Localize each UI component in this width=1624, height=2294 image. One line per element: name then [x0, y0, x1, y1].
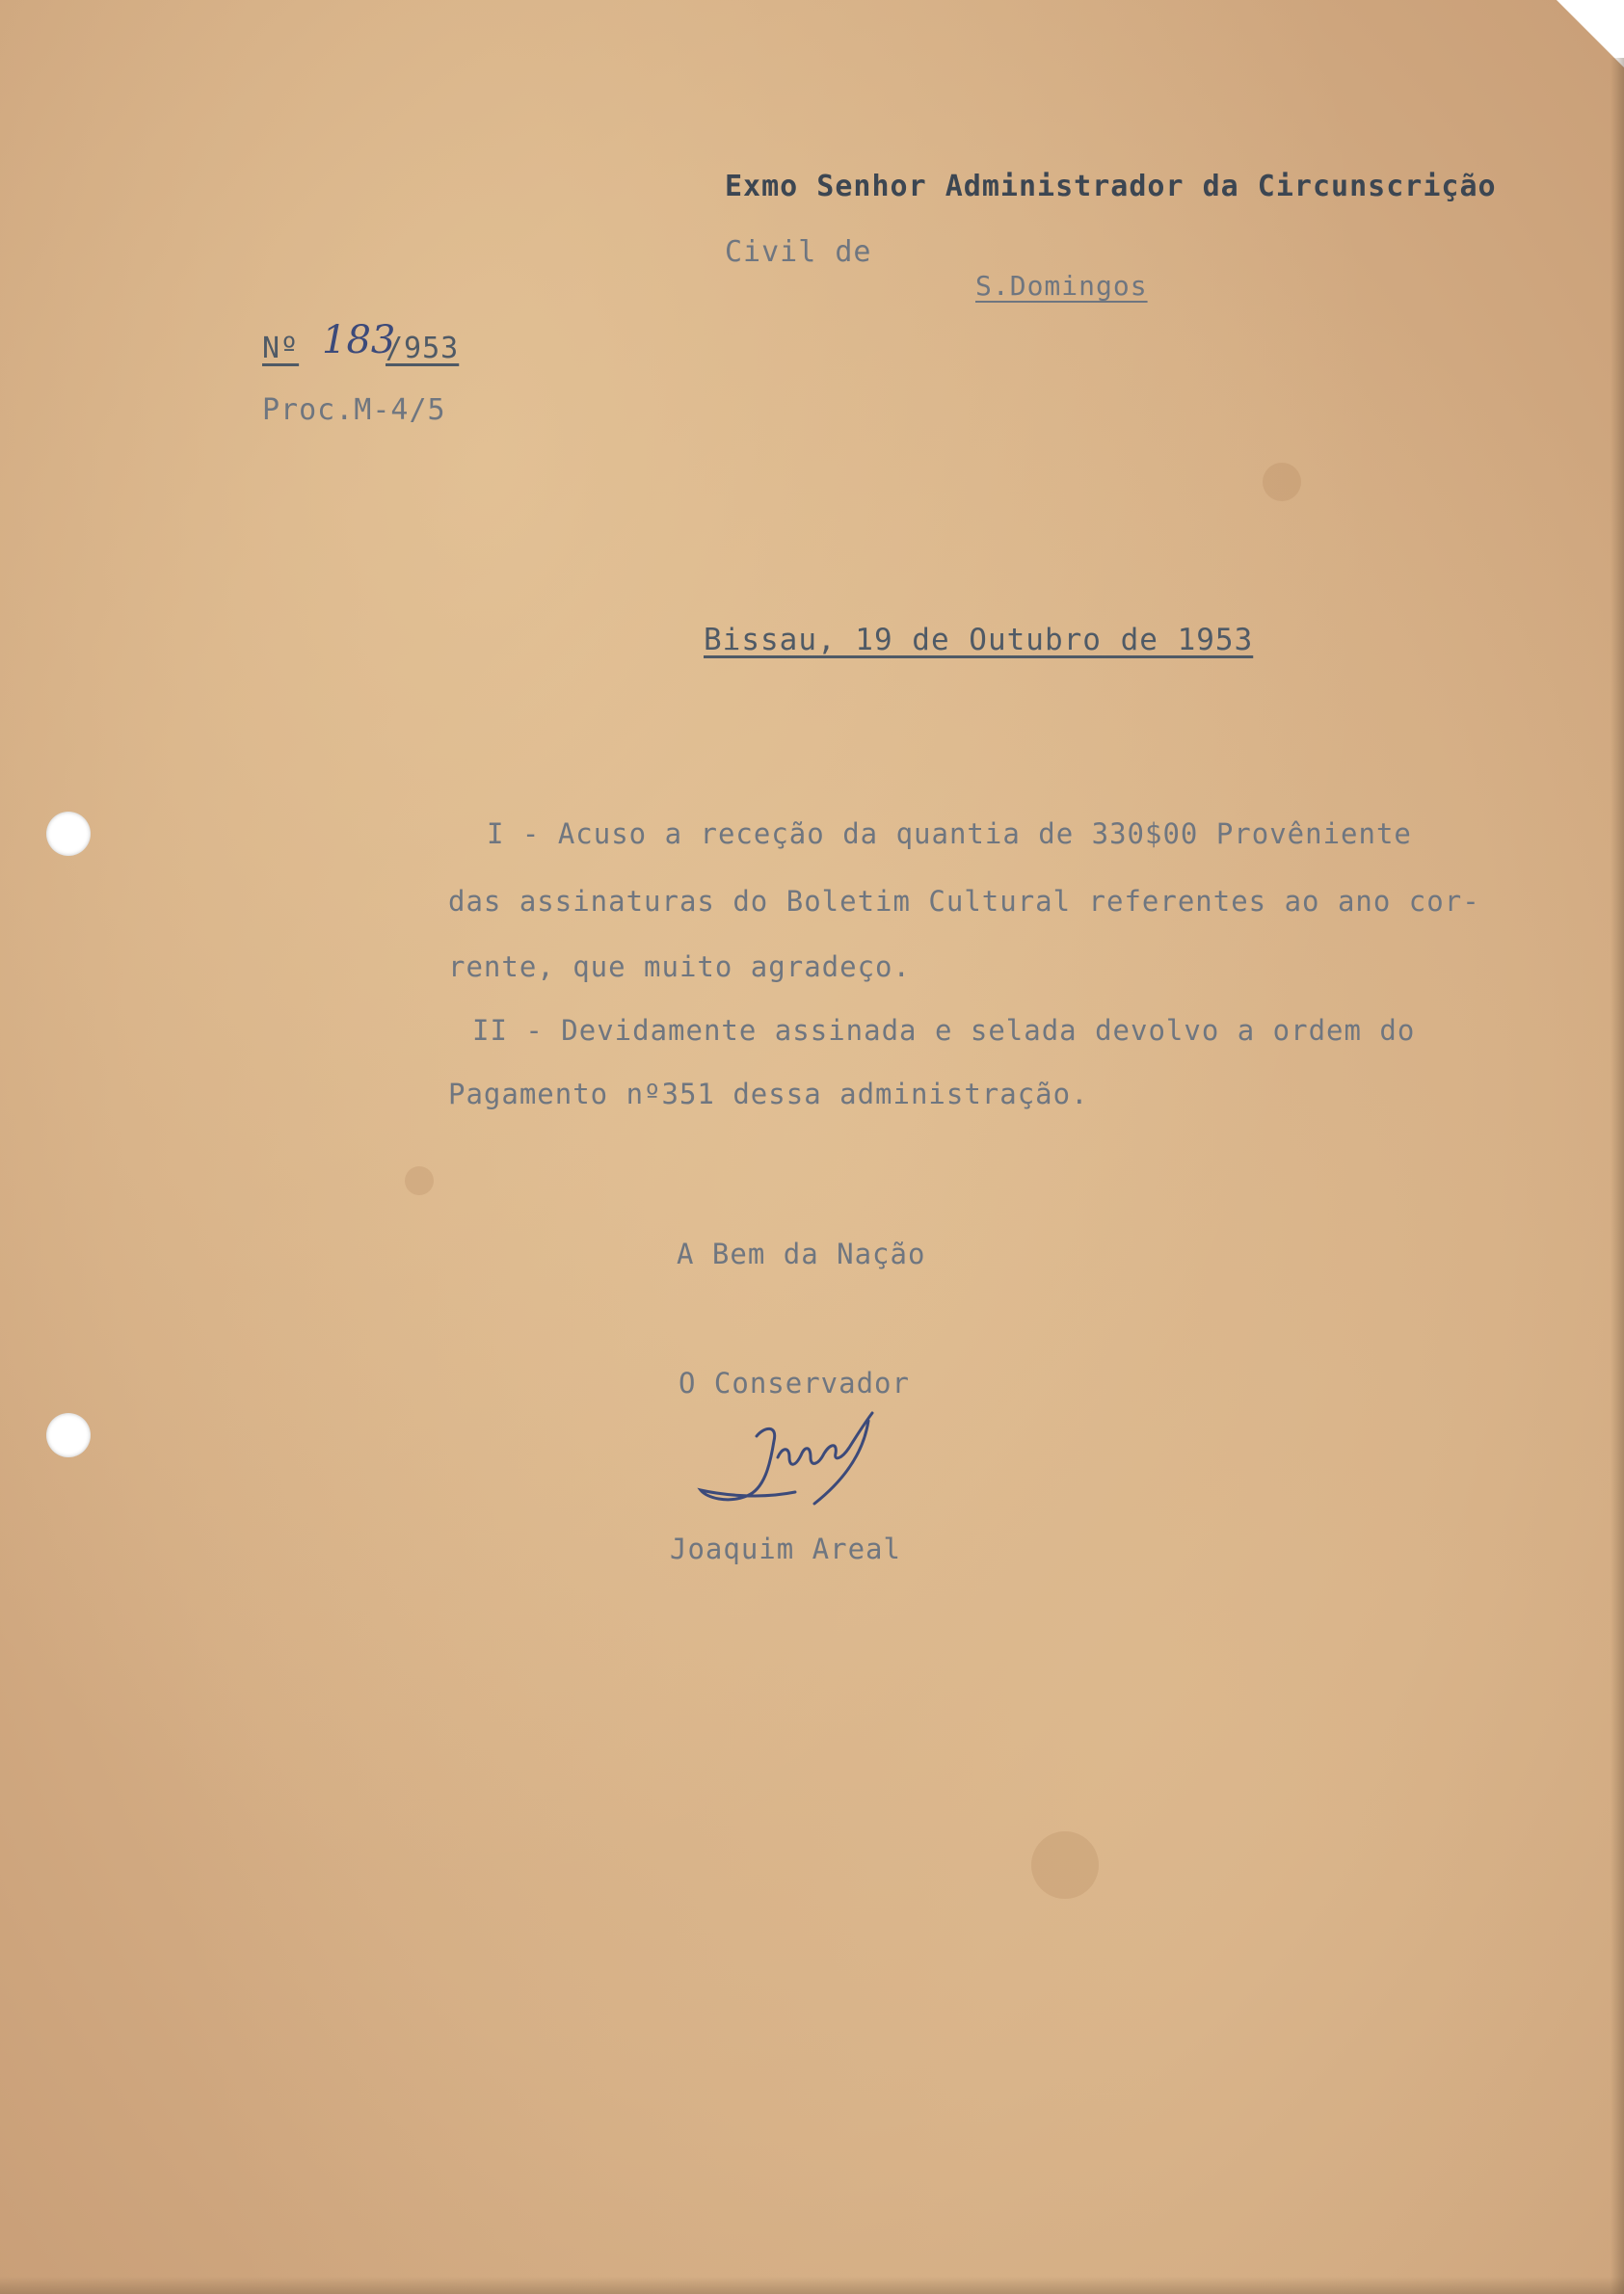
page-edge-shadow: [0, 2277, 1624, 2294]
paper-stain: [1263, 463, 1301, 501]
addressee-civil: Civil de: [725, 235, 872, 269]
closing-salutation: A Bem da Nação: [677, 1238, 926, 1270]
signature: [689, 1398, 920, 1533]
page-edge-shadow: [1611, 58, 1624, 2294]
reference-number-handwritten: 183: [322, 318, 396, 362]
reference-year: /953: [386, 332, 460, 365]
signer-name: Joaquim Areal: [670, 1533, 901, 1565]
body-line: rente, que muito agradeço.: [448, 950, 911, 983]
punch-hole-bottom: [46, 1413, 91, 1457]
reference-prefix: Nº: [262, 332, 300, 365]
process-number: Proc.M-4/5: [262, 393, 446, 427]
body-line: I - Acuso a receção da quantia de 330$00 Provêniente: [487, 817, 1412, 850]
body-line: Pagamento nº351 dessa administração.: [448, 1078, 1089, 1110]
date-line: Bissau, 19 de Outubro de 1953: [704, 623, 1254, 657]
addressee-line: Exmo Senhor Administrador da Circunscrição: [725, 170, 1497, 203]
addressee-place: S.Domingos: [975, 270, 1148, 302]
paper-stain: [1031, 1831, 1099, 1899]
body-line: das assinaturas do Boletim Cultural referentes ao ano cor-: [448, 885, 1480, 918]
punch-hole-top: [46, 812, 91, 856]
body-line: II - Devidamente assinada e selada devolvo a ordem do: [472, 1014, 1416, 1047]
signer-title: O Conservador: [679, 1367, 910, 1400]
paper-stain: [405, 1166, 434, 1195]
